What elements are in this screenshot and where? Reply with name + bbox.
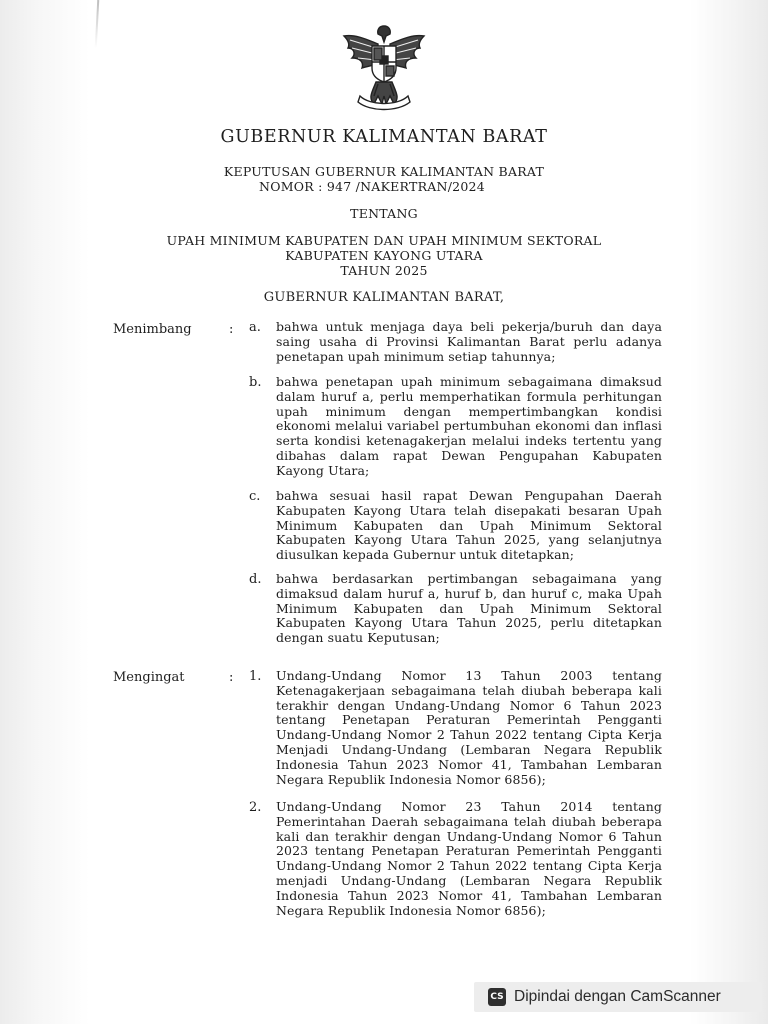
camscanner-icon: CS [488, 988, 506, 1006]
mengingat-colon: : [229, 670, 234, 685]
scanner-badge-text: Dipindai dengan CamScanner [514, 988, 721, 1005]
menimbang-colon: : [229, 322, 234, 337]
list-item-marker: a. [249, 320, 261, 335]
governor-opening: GUBERNUR KALIMANTAN BARAT, [263, 290, 505, 305]
decree-title: KEPUTUSAN GUBERNUR KALIMANTAN BARAT [223, 164, 545, 179]
mengingat-label: Mengingat [113, 670, 185, 685]
list-item-marker: 2. [249, 800, 262, 815]
decree-number: NOMOR : 947 /NAKERTRAN/2024 [259, 179, 485, 194]
list-item-text: bahwa penetapan upah minimum sebagaimana dimaksud dalam huruf a, perlu memperhatikan formula perhitungan upah minimum dengan mempertimbangkan kondisi ekonomi melalui variabel pertumbuhan ekonomi dan inflasi serta kondisi ketenagakerjan melalui indeks tertentu yang dibahas dalam rapat Dewan Pengupahan Kabupaten Kayong Utara; [276, 374, 662, 478]
menimbang-label: Menimbang [113, 322, 192, 337]
list-item-text: Undang-Undang Nomor 23 Tahun 2014 tentang Pemerintahan Daerah sebagaimana telah diubah beberapa kali dan terakhir dengan Undang-Undang Nomor 6 Tahun 2023 tentang Penetapan Peraturan Pemerintah Pengganti Undang-Undang Nomor 2 Tahun 2022 tentang Cipta Kerja menjadi Undang-Undang (Lembaran Negara Republik Indonesia Tahun 2023 Nomor 41, Tambahan Lembaran Negara Republik Indonesia Nomor 6856); [276, 799, 662, 918]
list-item-marker: d. [249, 572, 262, 587]
list-item-text: bahwa untuk menjaga daya beli pekerja/buruh dan daya saing usaha di Provinsi Kalimantan Barat perlu adanya penetapan upah minimum setiap tahunnya; [276, 319, 662, 364]
subject-line-1: UPAH MINIMUM KABUPATEN DAN UPAH MINIMUM SEKTORAL [166, 233, 602, 248]
list-item-marker: c. [249, 489, 261, 504]
tentang-heading: TENTANG [350, 206, 418, 221]
subject-line-2: KABUPATEN KAYONG UTARA [285, 248, 483, 263]
governor-heading: GUBERNUR KALIMANTAN BARAT [220, 127, 548, 147]
scanner-badge [474, 982, 762, 1012]
garuda-emblem-icon [338, 22, 430, 112]
list-item-marker: 1. [249, 669, 262, 684]
list-item-text: Undang-Undang Nomor 13 Tahun 2003 tentang Ketenagakerjaan sebagaimana telah diubah beberapa kali terakhir dengan Undang-Undang Nomor 6 Tahun 2023 tentang Penetapan Peraturan Pemerintah Pengganti Undang-Undang Nomor 2 Tahun 2022 tentang Cipta Kerja Menjadi Undang-Undang (Lembaran Negara Republik Indonesia Tahun 2023 Nomor 41, Tambahan Lembaran Negara Republik Indonesia Nomor 6856); [276, 668, 662, 787]
list-item-text: bahwa sesuai hasil rapat Dewan Pengupahan Daerah Kabupaten Kayong Utara telah disepakati besaran Upah Minimum Kabupaten dan Upah Minimum Sektoral Kabupaten Kayong Utara Tahun 2025, yang selanjutnya diusulkan kepada Gubernur untuk ditetapkan; [276, 488, 662, 563]
list-item-marker: b. [249, 375, 262, 390]
subject-line-3: TAHUN 2025 [340, 263, 428, 278]
list-item-text: bahwa berdasarkan pertimbangan sebagaimana yang dimaksud dalam huruf a, huruf b, dan huruf c, maka Upah Minimum Kabupaten dan Upah Minimum Sektoral Kabupaten Kayong Utara Tahun 2025, perlu ditetapkan dengan suatu Keputusan; [276, 571, 662, 646]
